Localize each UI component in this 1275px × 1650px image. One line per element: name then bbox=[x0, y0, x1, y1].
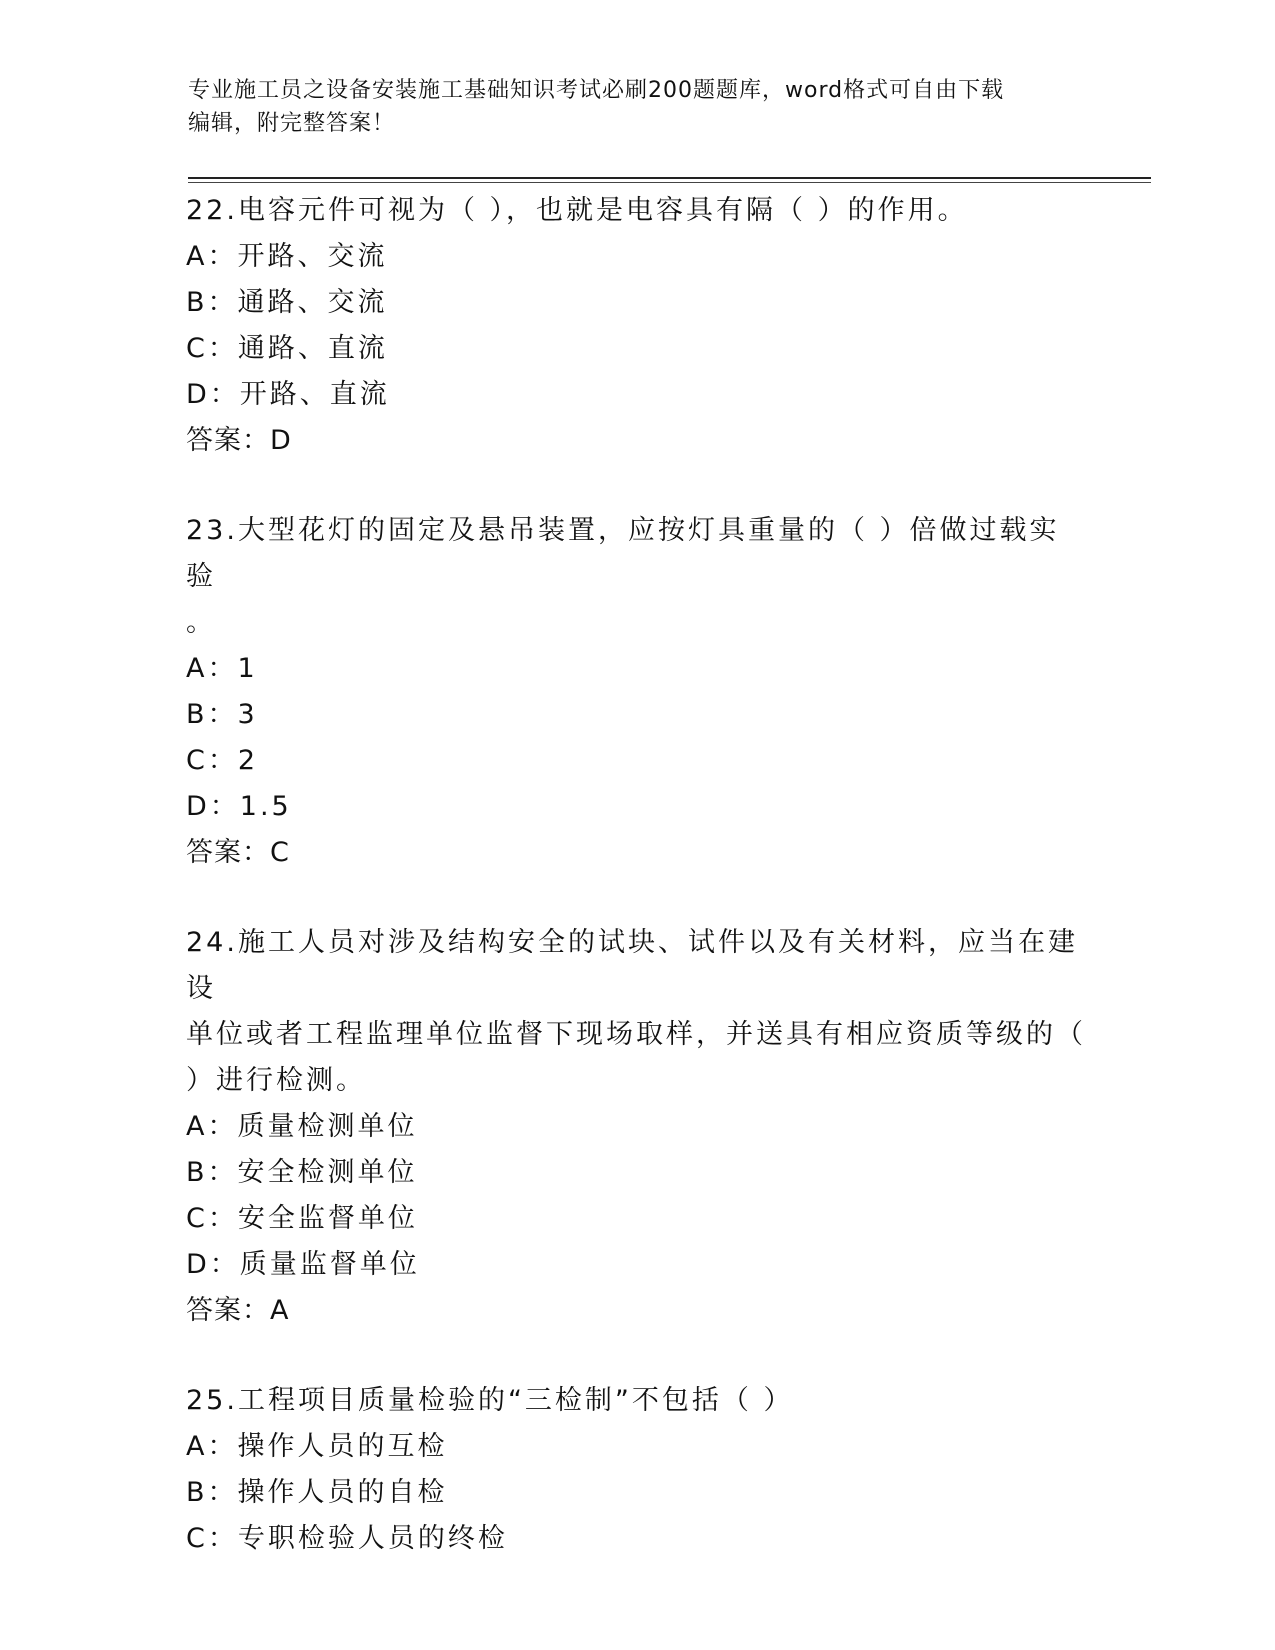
question-25 bbox=[186, 1378, 1086, 1562]
option-c: C：通路、直流 bbox=[186, 333, 388, 364]
option-d: D：质量监督单位 bbox=[186, 1249, 420, 1280]
question-stem: 22.电容元件可视为（ ），也就是电容具有隔（ ）的作用。 bbox=[186, 195, 968, 226]
option-c: C：安全监督单位 bbox=[186, 1203, 418, 1234]
answer-label: 答案：A bbox=[186, 1295, 290, 1326]
option-b: B：安全检测单位 bbox=[186, 1157, 418, 1188]
option-c: C：2 bbox=[186, 745, 259, 776]
question-stem: 25.工程项目质量检验的“三检制”不包括（ ） bbox=[186, 1385, 794, 1416]
answer-label: 答案：D bbox=[186, 425, 292, 456]
option-a: A：质量检测单位 bbox=[186, 1111, 418, 1142]
header-title-line-1: 专业施工员之设备安装施工基础知识考试必刷200题题库，word格式可自由下载 bbox=[188, 78, 1005, 103]
question-23 bbox=[186, 508, 1086, 876]
option-d: D：开路、直流 bbox=[186, 379, 390, 410]
option-a: A：1 bbox=[186, 653, 258, 684]
header-divider-thick bbox=[188, 177, 1151, 179]
option-a: A：开路、交流 bbox=[186, 241, 388, 272]
option-b: B：操作人员的自检 bbox=[186, 1477, 448, 1508]
option-b: B：通路、交流 bbox=[186, 287, 388, 318]
header-title-line-2: 编辑，附完整答案！ bbox=[188, 111, 396, 136]
option-c: C：专职检验人员的终检 bbox=[186, 1523, 508, 1554]
question-24 bbox=[186, 920, 1086, 1334]
question-22 bbox=[186, 188, 1086, 464]
question-stem-continuation: 。 bbox=[186, 607, 216, 638]
question-list bbox=[186, 188, 1086, 1606]
question-stem-continuation: ）进行检测。 bbox=[186, 1065, 366, 1096]
document-header bbox=[188, 74, 1088, 140]
question-stem: 23.大型花灯的固定及悬吊装置，应按灯具重量的（ ）倍做过载实验 bbox=[186, 515, 1060, 592]
option-b: B：3 bbox=[186, 699, 258, 730]
question-stem: 24.施工人员对涉及结构安全的试块、试件以及有关材料，应当在建设 bbox=[186, 927, 1078, 1004]
option-a: A：操作人员的互检 bbox=[186, 1431, 448, 1462]
header-divider-thin bbox=[188, 182, 1151, 183]
question-stem-continuation: 单位或者工程监理单位监督下现场取样，并送具有相应资质等级的（ bbox=[186, 1019, 1086, 1050]
answer-label: 答案：C bbox=[186, 837, 290, 868]
option-d: D：1.5 bbox=[186, 791, 292, 822]
